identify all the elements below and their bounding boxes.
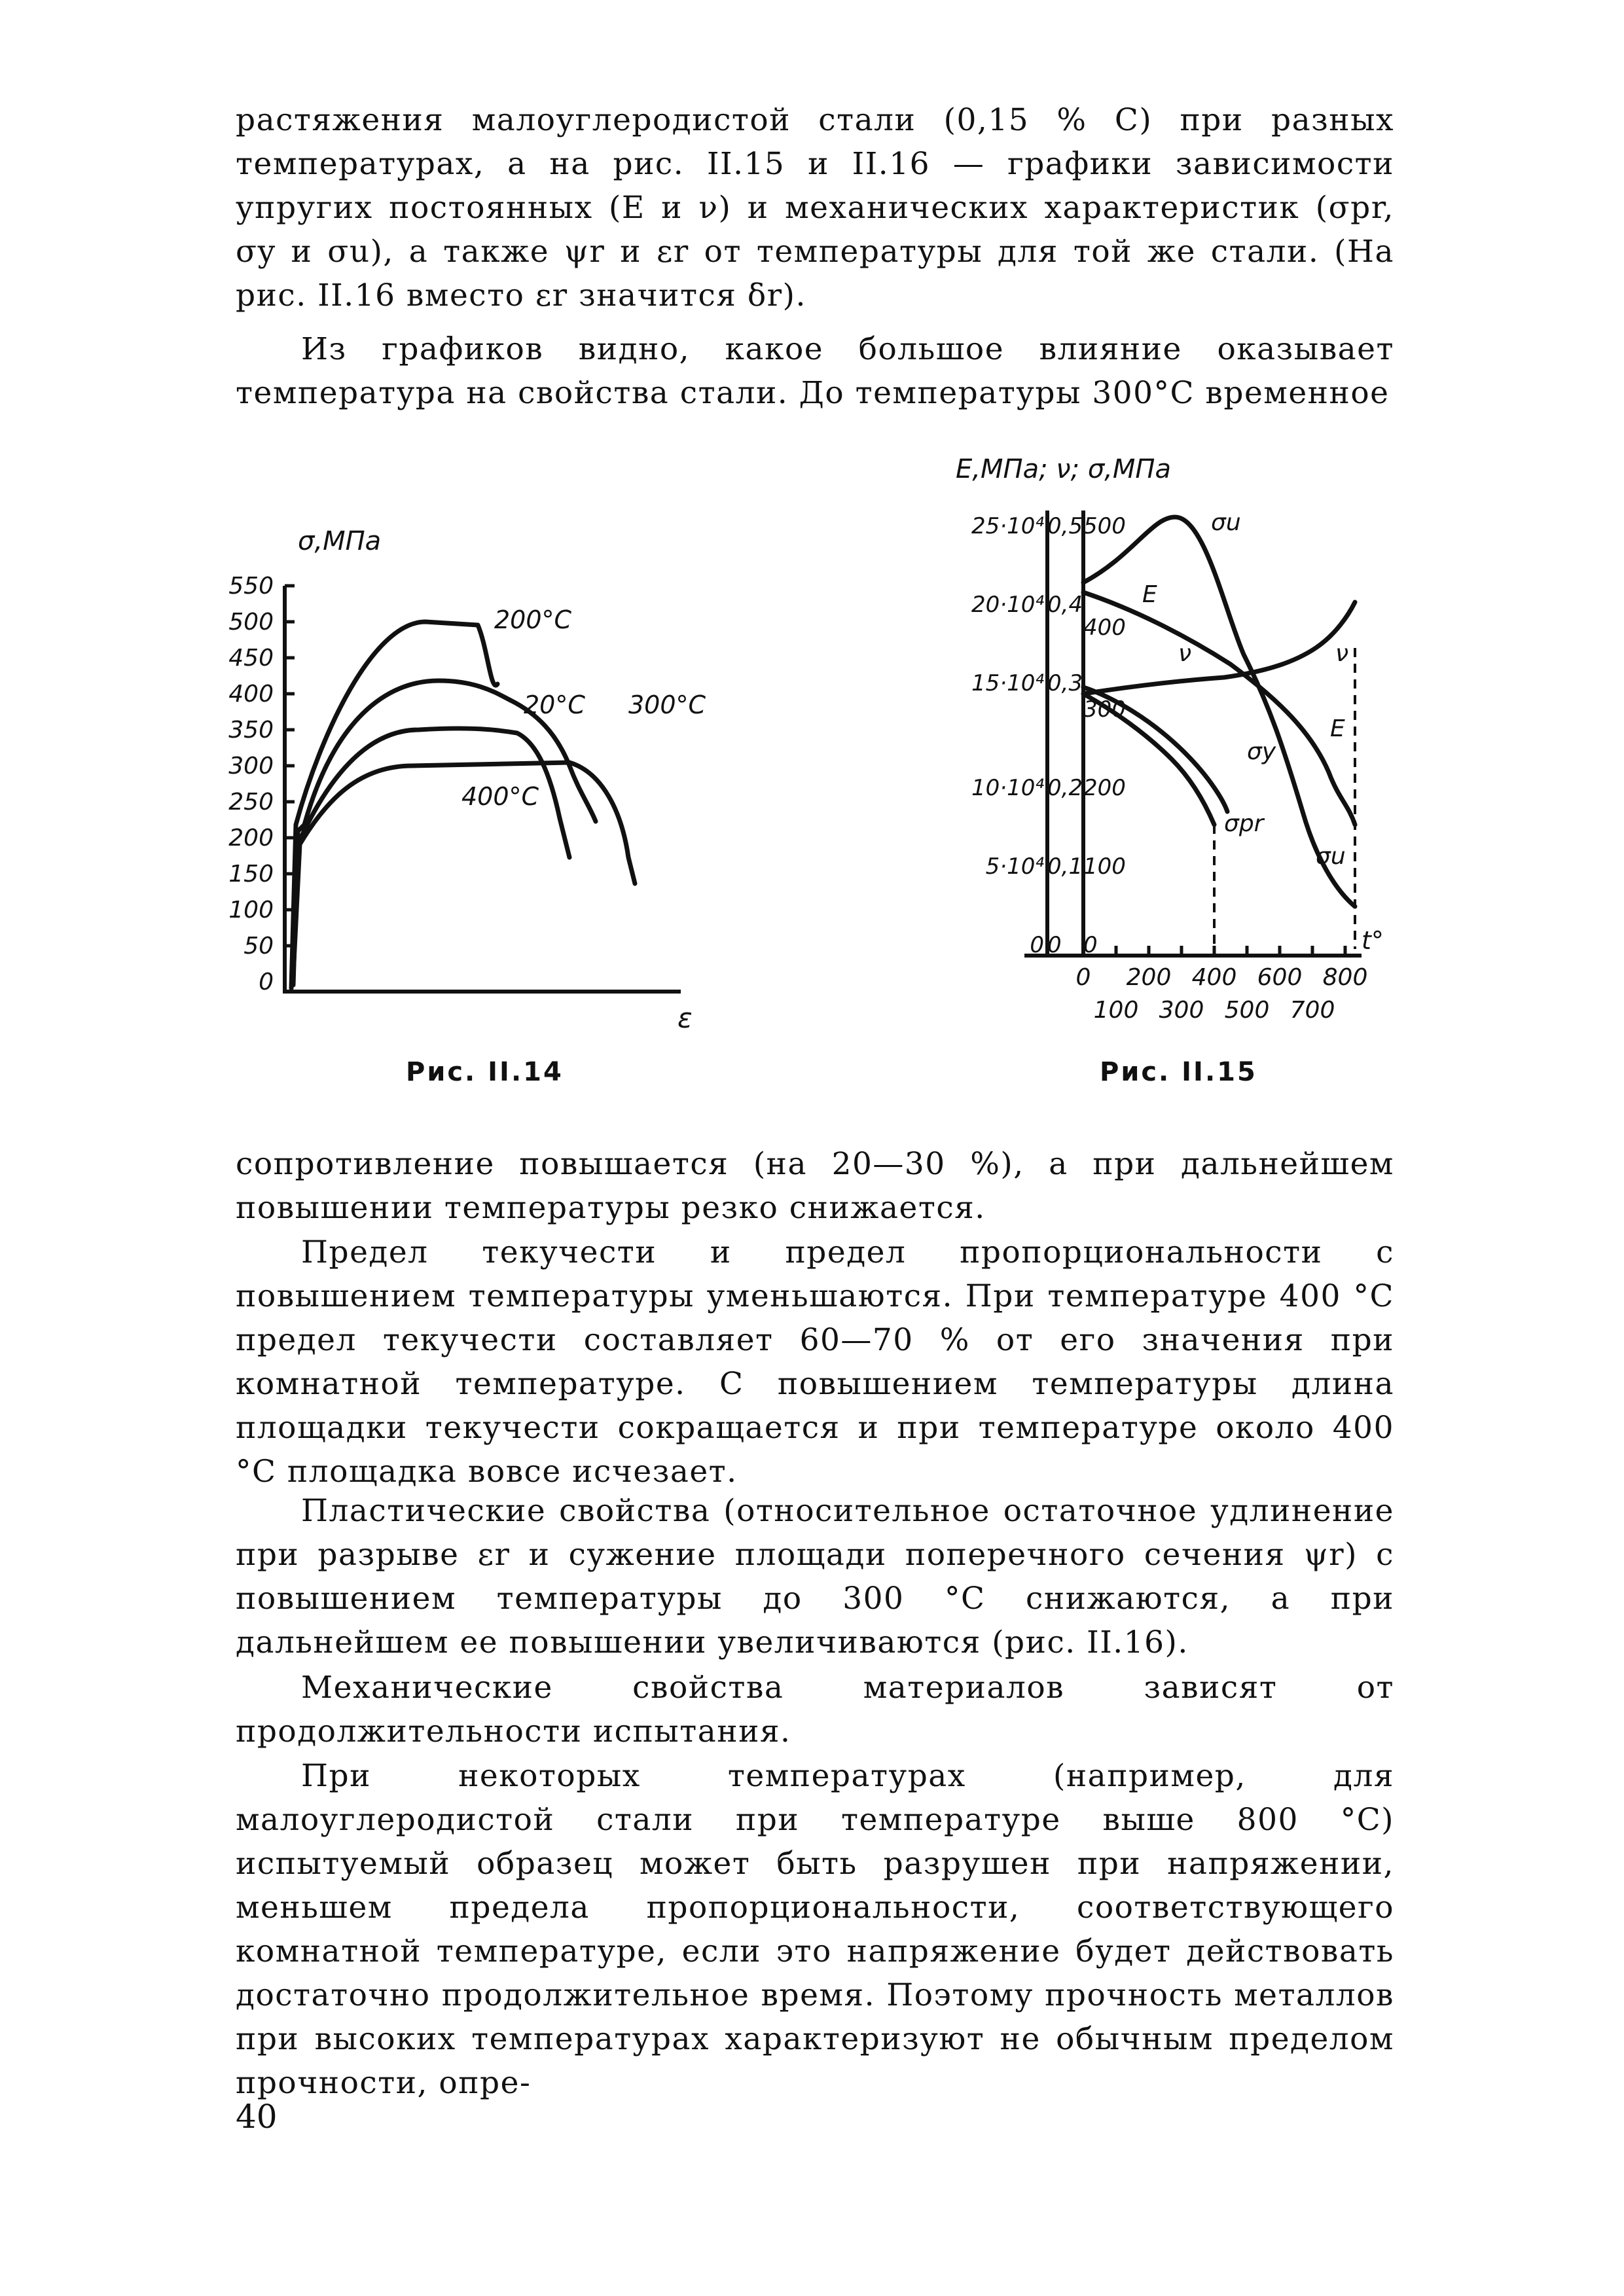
fig15-xlabel: t° (1362, 926, 1384, 955)
fig15-xtick: 300 (1159, 997, 1204, 1024)
fig15-label-e: E (1142, 581, 1157, 608)
paragraph-7-text: При некоторых температурах (например, для малоуглеродистой стали при температуре выше 800 °С) испытуемый образец может быть разрушен при напряжении, меньшем предела пропорциональности, соответствующего комнатной температуре, если это напряжение будет действовать достаточно продолжительное время. Поэтому прочность металлов при высоких температурах характеризуют не обычным пределом прочности, опре- (236, 1758, 1394, 2101)
figure-ii-15 (916, 445, 1434, 1047)
fig14-ytick: 250 (228, 789, 274, 816)
fig15-nu-tick: 0,2 (1047, 775, 1083, 801)
fig15-xtick: 200 (1126, 964, 1172, 991)
fig15-sigma-tick: 400 (1083, 615, 1126, 641)
fig15-label-sigma-u-right: σu (1316, 843, 1346, 870)
fig14-ytick: 100 (228, 897, 274, 924)
fig15-e-tick: 15·10⁴ (971, 670, 1044, 696)
fig15-e-tick: 10·10⁴ (971, 775, 1044, 801)
fig14-label-400c: 400°C (461, 782, 539, 811)
paragraph-4 (236, 1230, 1394, 1494)
fig15-label-sigma-pr: σpr (1224, 810, 1264, 837)
fig15-sigma-tick: 200 (1083, 775, 1126, 801)
fig14-label-20c: 20°C (524, 691, 585, 719)
fig14-xlabel: ε (677, 1002, 693, 1034)
paragraph-4-text: Предел текучести и предел пропорциональности с повышением температуры уменьшаются. При температуре 400 °С предел текучести составляет 60—70 % от его значения при комнатной температуре. С повышением температуры длина площадки текучести сокращается и при температуре около 400 °С площадка вовсе исчезает. (236, 1234, 1394, 1490)
fig14-ytick: 0 (259, 969, 274, 996)
fig15-nu-tick: 0,5 (1047, 513, 1083, 539)
paragraph-6 (236, 1666, 1394, 1753)
paragraph-3: сопротивление повышается (на 20—30 %), а при дальнейшем повышении температуры резко снижается. (236, 1146, 1394, 1226)
fig15-xtick: 100 (1093, 997, 1139, 1024)
fig15-nu-tick: 0,1 (1047, 853, 1083, 880)
fig15-label-nu-right: ν (1335, 640, 1349, 667)
fig15-label-sigma-u: σu (1211, 509, 1241, 536)
fig14-curve-20c (293, 681, 511, 985)
fig14-ytick: 200 (228, 825, 274, 852)
fig15-nu-tick: 0,3 (1047, 670, 1083, 696)
fig15-label-sigma-y: σy (1247, 738, 1276, 765)
fig14-label-200c: 200°C (494, 605, 572, 634)
fig15-xtick: 500 (1224, 997, 1270, 1024)
fig15-e-tick: 20·10⁴ (971, 592, 1044, 618)
fig15-sigma-tick: 300 (1083, 696, 1126, 723)
fig15-caption: Рис. II.15 (1100, 1057, 1257, 1087)
page-number: 40 (236, 2098, 278, 2136)
fig14-ytick: 150 (228, 861, 274, 888)
fig15-nu-tick: 0 (1047, 932, 1062, 958)
fig15-xtick: 700 (1290, 997, 1335, 1024)
fig15-xtick: 400 (1191, 964, 1237, 991)
fig14-ytick: 50 (244, 933, 274, 960)
fig14-ytick: 500 (228, 609, 274, 636)
fig14-caption: Рис. II.14 (406, 1057, 564, 1087)
fig15-label-e-right: E (1330, 715, 1345, 742)
fig14-ylabel: σ,МПа (298, 526, 382, 556)
fig14-ytick: 350 (228, 717, 274, 744)
paragraph-5-text: Пластические свойства (относительное остаточное удлинение при разрыве εr и сужение площади поперечного сечения ψr) с повышением температуры до 300 °С снижаются, а при дальнейшем ее повышении увеличиваются (рис. II.16). (236, 1493, 1394, 1660)
paragraph-6-text: Механические свойства материалов зависят от продолжительности испытания. (236, 1670, 1394, 1749)
fig15-ylabel: E,МПа; ν; σ,МПа (956, 454, 1171, 484)
fig15-nu-tick: 0,4 (1047, 592, 1083, 618)
paragraph-2-text: Из графиков видно, какое большое влияние оказывает температура на свойства стали. До температуры 300°С временное (236, 331, 1394, 411)
paragraph-5 (236, 1489, 1394, 1664)
fig14-ytick: 450 (228, 645, 274, 672)
fig15-sigma-tick: 100 (1083, 853, 1126, 880)
fig15-e-tick: 5·10⁴ (985, 853, 1044, 880)
fig15-e-tick: 25·10⁴ (971, 513, 1044, 539)
fig14-label-300c: 300°C (628, 691, 706, 719)
fig14-ytick: 300 (228, 753, 274, 780)
fig15-xtick: 0 (1075, 964, 1091, 991)
fig15-e-tick: 0 (1030, 932, 1044, 958)
fig15-xtick: 800 (1322, 964, 1368, 991)
fig15-xtick: 600 (1257, 964, 1303, 991)
fig14-ytick: 400 (228, 681, 274, 708)
fig14-ytick: 550 (228, 573, 274, 600)
fig15-sigma-tick: 500 (1083, 513, 1126, 539)
paragraph-2 (236, 327, 1394, 415)
fig15-axes (1024, 511, 1362, 956)
fig15-label-nu: ν (1178, 640, 1192, 667)
figure-ii-14 (223, 517, 759, 1047)
paragraph-1: растяжения малоуглеродистой стали (0,15 % С) при разных температурах, а на рис. II.15 и II.16 — графики зависимости упругих постоянных (E и ν) и механических характеристик (σpr, σy и σu), а также ψr и εr от температуры для той же стали. (На рис. II.16 вместо εr значится δr). (236, 102, 1394, 314)
fig15-sigma-tick: 0 (1083, 932, 1098, 958)
paragraph-7 (236, 1754, 1394, 2105)
